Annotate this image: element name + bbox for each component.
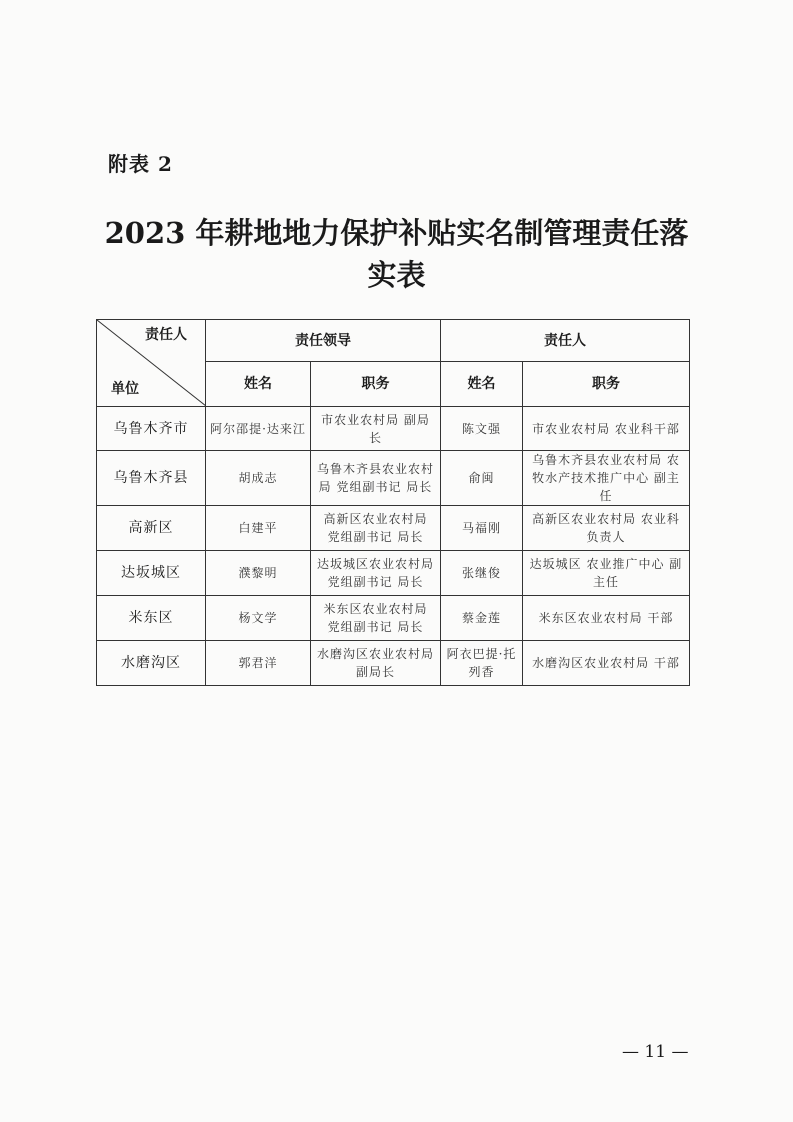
table-row (97, 506, 690, 551)
leader-name-cell: 杨文学 (206, 596, 311, 641)
person-name-cell: 马福刚 (441, 506, 523, 551)
person-name-cell: 蔡金莲 (441, 596, 523, 641)
unit-cell: 乌鲁木齐市 (97, 407, 206, 451)
corner-label-responsible: 责任人 (145, 327, 187, 343)
leader-post-cell: 米东区农业农村局 党组副书记 局长 (311, 596, 441, 641)
unit-cell: 达坂城区 (97, 551, 206, 596)
leader-post-cell: 水磨沟区农业农村局 副局长 (311, 641, 441, 686)
unit-cell: 米东区 (97, 596, 206, 641)
leader-name-cell: 濮黎明 (206, 551, 311, 596)
leader-name-cell: 白建平 (206, 506, 311, 551)
table-row (97, 551, 690, 596)
annex-label: 附表 2 (108, 152, 173, 176)
header-leader-post: 职务 (311, 362, 441, 407)
leader-post-cell: 高新区农业农村局 党组副书记 局长 (311, 506, 441, 551)
leader-post-cell: 市农业农村局 副局长 (311, 407, 441, 451)
title-line-1: 2023 年耕地地力保护补贴实名制管理责任落 (104, 216, 689, 250)
leader-name-cell: 郭君洋 (206, 641, 311, 686)
header-person-name: 姓名 (441, 362, 523, 407)
unit-cell: 乌鲁木齐县 (97, 451, 206, 506)
header-responsible-leader: 责任领导 (206, 320, 441, 362)
leader-post-cell: 乌鲁木齐县农业农村局 党组副书记 局长 (311, 451, 441, 506)
table-row (97, 407, 690, 451)
header-responsible-person: 责任人 (441, 320, 690, 362)
person-name-cell: 陈文强 (441, 407, 523, 451)
page-number: — 11 — (622, 1042, 689, 1062)
person-post-cell: 乌鲁木齐县农业农村局 农牧水产技术推广中心 副主任 (523, 451, 690, 506)
person-post-cell: 米东区农业农村局 干部 (523, 596, 690, 641)
document-title (60, 212, 733, 296)
person-post-cell: 水磨沟区农业农村局 干部 (523, 641, 690, 686)
person-name-cell: 张继俊 (441, 551, 523, 596)
person-post-cell: 达坂城区 农业推广中心 副主任 (523, 551, 690, 596)
table-row (97, 596, 690, 641)
diagonal-header-cell (97, 320, 206, 407)
unit-cell: 水磨沟区 (97, 641, 206, 686)
leader-name-cell: 阿尔邵提·达来江 (206, 407, 311, 451)
unit-cell: 高新区 (97, 506, 206, 551)
person-post-cell: 市农业农村局 农业科干部 (523, 407, 690, 451)
person-name-cell: 俞闽 (441, 451, 523, 506)
leader-post-cell: 达坂城区农业农村局 党组副书记 局长 (311, 551, 441, 596)
header-leader-name: 姓名 (206, 362, 311, 407)
leader-name-cell: 胡成志 (206, 451, 311, 506)
table-row (97, 451, 690, 506)
table-row (97, 641, 690, 686)
title-line-2: 实表 (367, 258, 426, 292)
person-name-cell: 阿衣巴提·托列香 (441, 641, 523, 686)
person-post-cell: 高新区农业农村局 农业科负责人 (523, 506, 690, 551)
responsibility-table (96, 319, 690, 686)
header-person-post: 职务 (523, 362, 690, 407)
corner-label-unit: 单位 (111, 381, 139, 397)
